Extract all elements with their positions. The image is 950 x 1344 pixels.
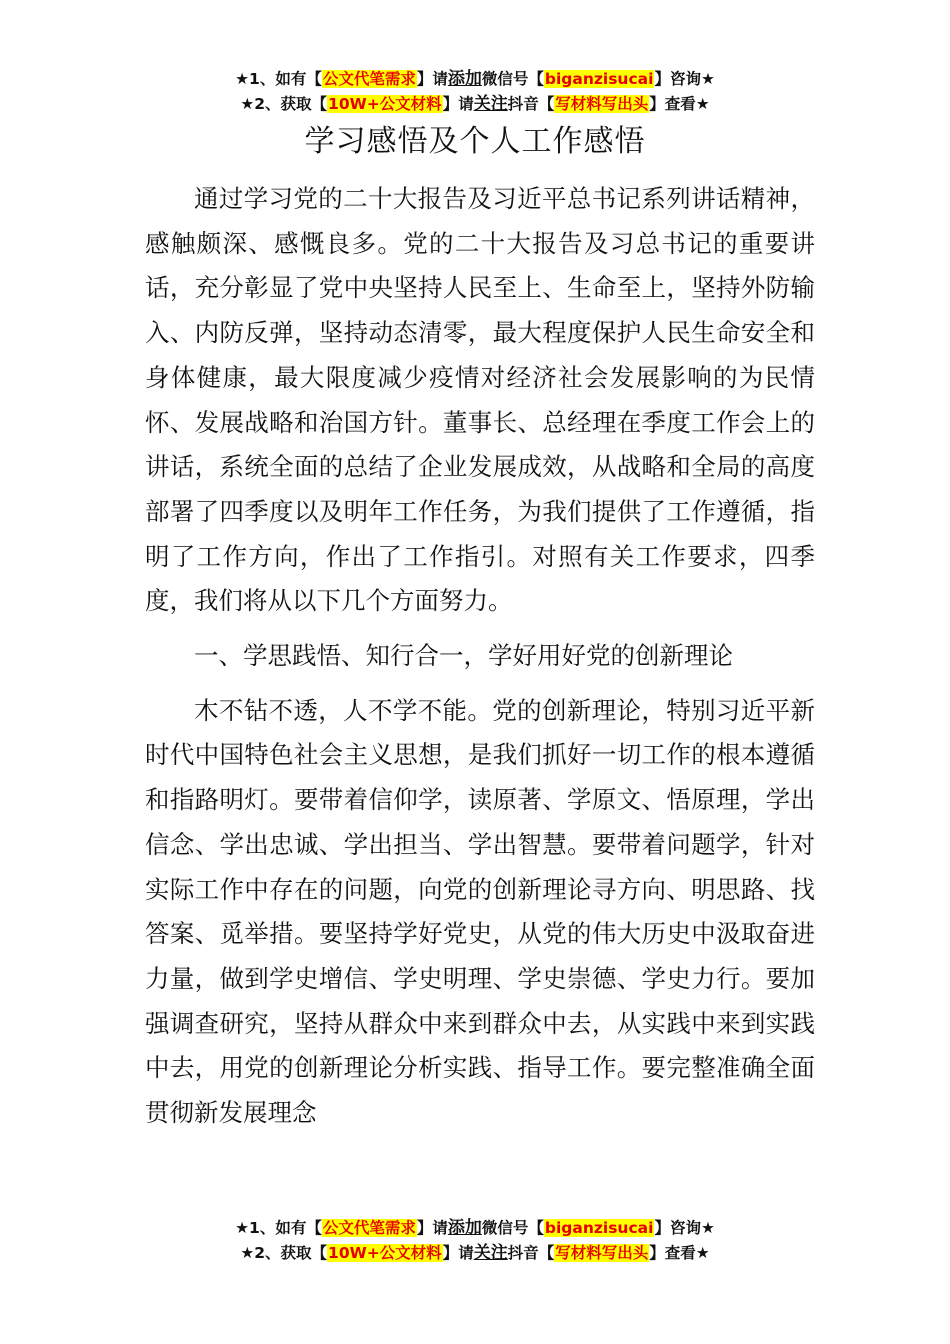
promo-highlight: 10W+公文材料: [328, 1244, 442, 1262]
promo-line-2: [0, 1241, 950, 1266]
promo-underlined: 添加: [447, 69, 482, 89]
promo-text: ★2、获取【: [240, 95, 328, 113]
promo-underlined: 关注: [473, 94, 508, 114]
promo-highlight: 10W+公文材料: [328, 95, 442, 113]
promo-text: 】查看★: [649, 1244, 710, 1262]
promo-text: 微信号【: [481, 1219, 544, 1237]
promo-text: 】咨询★: [654, 1219, 715, 1237]
promo-wechat-id: biganzisucai: [544, 1219, 654, 1237]
header-promo-banner: [0, 67, 950, 117]
promo-text: 】请: [442, 1244, 474, 1262]
promo-line-1: [0, 1216, 950, 1241]
promo-highlight: 公文代笔需求: [322, 70, 416, 88]
promo-text: 】请: [416, 1219, 448, 1237]
promo-wechat-id: biganzisucai: [544, 70, 654, 88]
promo-text: ★1、如有【: [235, 1219, 322, 1237]
section-heading: 一、学思践悟、知行合一，学好用好党的创新理论: [194, 641, 733, 671]
footer-promo-banner: [0, 1216, 950, 1266]
promo-douyin-id: 写材料写出头: [555, 1244, 649, 1262]
document-title: 学习感悟及个人工作感悟: [304, 124, 646, 159]
promo-line-2: [0, 92, 950, 117]
promo-line-1: [0, 67, 950, 92]
promo-highlight: 公文代笔需求: [322, 1219, 416, 1237]
promo-text: 】请: [416, 70, 448, 88]
promo-text: 】查看★: [649, 95, 710, 113]
promo-douyin-id: 写材料写出头: [555, 95, 649, 113]
body-paragraph: 通过学习党的二十大报告及习近平总书记系列讲话精神，感触颇深、感慨良多。党的二十大报告及习总书记的重要讲话，充分彰显了党中央坚持人民至上、生命至上，坚持外防输入、内防反弹，坚持动态清零，最大程度保护人民生命安全和身体健康，最大限度减少疫情对经济社会发展影响的为民情怀、发展战略和治国方针。董事长、总经理在季度工作会上的讲话，系统全面的总结了企业发展成效，从战略和全局的高度部署了四季度以及明年工作任务，为我们提供了工作遵循，指明了工作方向，作出了工作指引。对照有关工作要求，四季度，我们将从以下几个方面努力。: [145, 184, 815, 616]
promo-text: ★1、如有【: [235, 70, 322, 88]
promo-underlined: 添加: [447, 1218, 482, 1238]
promo-text: ★2、获取【: [240, 1244, 328, 1262]
promo-text: 微信号【: [481, 70, 544, 88]
promo-text: 抖音【: [507, 1244, 555, 1262]
promo-underlined: 关注: [473, 1243, 508, 1263]
document-body: [145, 177, 815, 1136]
promo-text: 抖音【: [507, 95, 555, 113]
promo-text: 】请: [442, 95, 474, 113]
body-paragraph: 木不钻不透，人不学不能。党的创新理论，特别习近平新时代中国特色社会主义思想，是我们抓好一切工作的根本遵循和指路明灯。要带着信仰学，读原著、学原文、悟原理，学出信念、学出忠诚、学出担当、学出智慧。要带着问题学，针对实际工作中存在的问题，向党的创新理论寻方向、明思路、找答案、觅举措。要坚持学好党史，从党的伟大历史中汲取奋进力量，做到学史增信、学史明理、学史崇德、学史力行。要加强调查研究，坚持从群众中来到群众中去，从实践中来到实践中去，用党的创新理论分析实践、指导工作。要完整准确全面贯彻新发展理念: [145, 695, 815, 1128]
promo-text: 】咨询★: [654, 70, 715, 88]
